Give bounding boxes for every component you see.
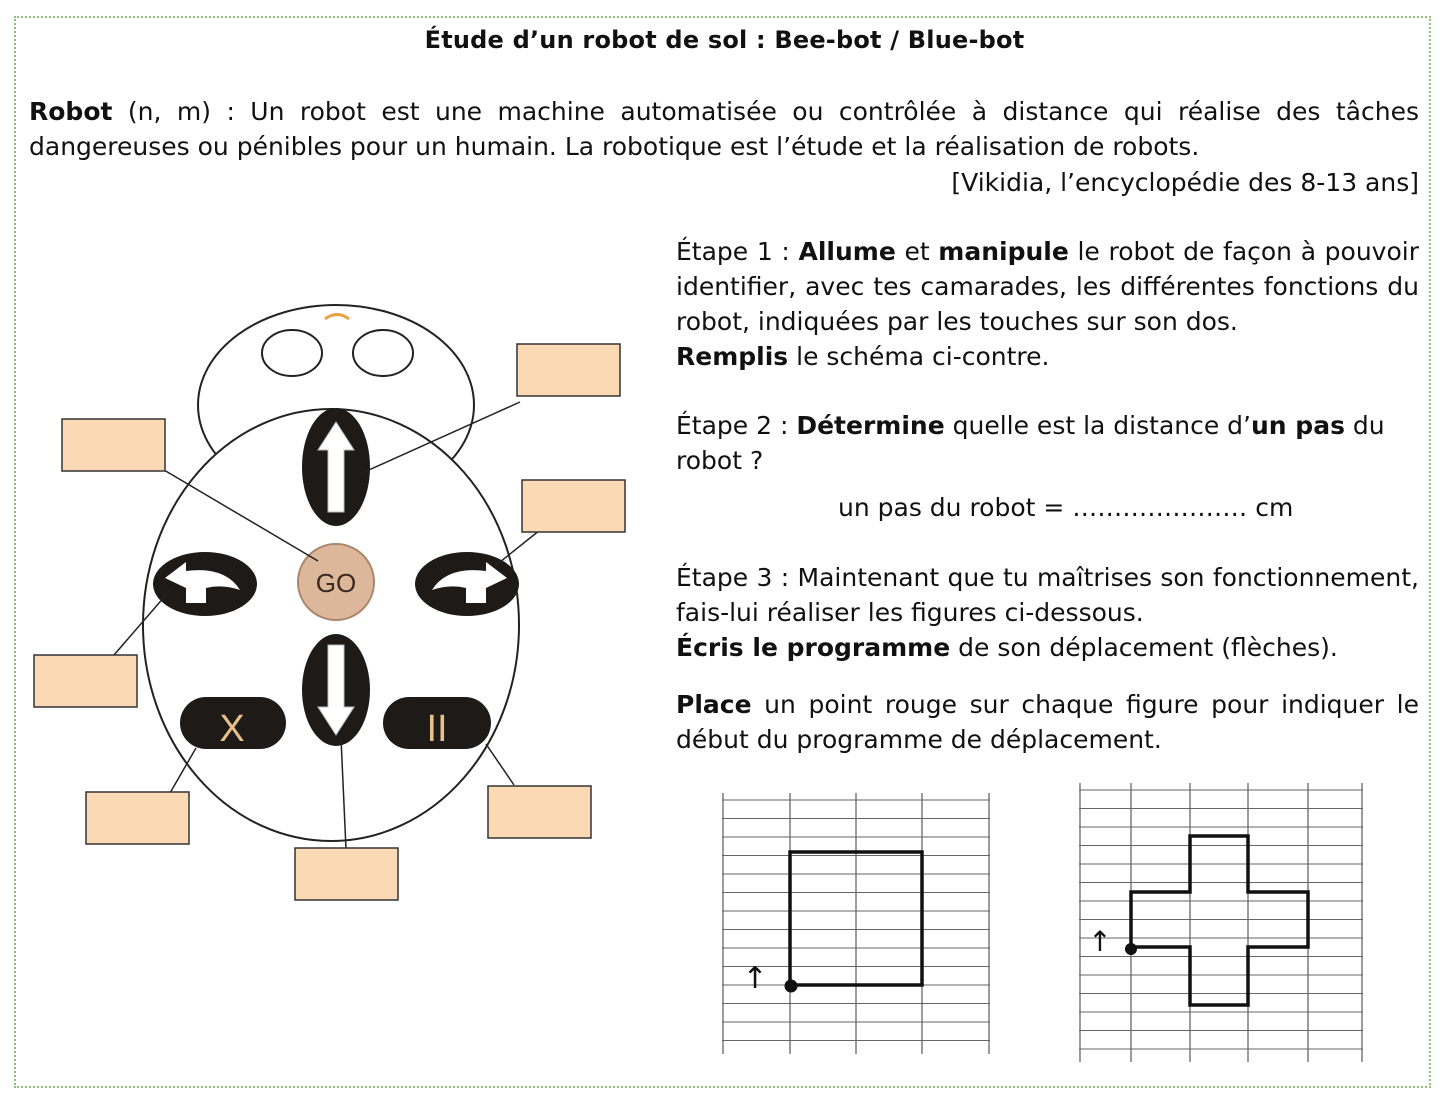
step-1-text-3: le schéma ci-contre. xyxy=(788,342,1050,371)
definition-source: [Vikidia, l’encyclopédie des 8-13 ans] xyxy=(951,168,1419,197)
backward-button xyxy=(302,634,370,746)
clear-label: X xyxy=(219,708,245,750)
step-3-bold-ecris: Écris le programme xyxy=(676,633,951,662)
step-2-prefix: Étape 2 : xyxy=(676,411,797,440)
label-box-pause[interactable] xyxy=(488,786,591,838)
figure-2-path xyxy=(1131,836,1308,1005)
go-label: GO xyxy=(315,568,357,598)
figure-1-arrow-icon: ↑ xyxy=(742,961,768,996)
turn-right-button xyxy=(415,552,519,616)
label-box-forward[interactable] xyxy=(517,344,620,396)
definition-gender: (n, m) xyxy=(112,97,211,126)
turn-left-button xyxy=(153,552,257,616)
label-box-turn-right[interactable] xyxy=(522,480,625,532)
step-1-text-1: et xyxy=(895,237,939,266)
step-3-text-1: Maintenant que tu maîtrises son fonctionnement, fais-lui réaliser les figures ci-dessous. xyxy=(676,563,1419,627)
forward-button xyxy=(302,408,370,526)
step-2-text-2: du robot ? xyxy=(676,411,1385,475)
page-title: Étude d’un robot de sol : Bee-bot / Blue-bot xyxy=(424,26,1025,54)
step-4-bold-place: Place xyxy=(676,690,752,719)
figure-2 xyxy=(1079,783,1363,1062)
figure-2-arrow-icon: ↑ xyxy=(1088,925,1112,958)
label-box-backward[interactable] xyxy=(295,848,398,900)
step-1-text-2: le robot de façon à pouvoir identifier, avec tes camarades, les différentes fonctions du robot, indiquées par les touches sur son dos. xyxy=(676,237,1419,336)
robot-right-eye xyxy=(353,330,413,376)
step-1-bold-manipule: manipule xyxy=(938,237,1069,266)
step-1-prefix: Étape 1 : xyxy=(676,237,799,266)
figure-1 xyxy=(722,793,990,1054)
figure-1-grid xyxy=(722,793,990,1054)
definition-text: : Un robot est une machine automatisée ou contrôlée à distance qui réalise des tâches dangereuses ou pénibles pour un humain. La robotique est l’étude et la réalisation de robots. xyxy=(29,97,1419,161)
step-1-bold-remplis: Remplis xyxy=(676,342,789,371)
step-3-prefix: Étape 3 : xyxy=(676,563,798,592)
clear-button xyxy=(180,697,286,750)
step-3-text-2: de son déplacement (flèches). xyxy=(950,633,1338,662)
definition-term: Robot xyxy=(29,97,113,126)
step-distance-formula: un pas du robot = ………………… cm xyxy=(838,493,1294,522)
pause-label: II xyxy=(426,708,448,750)
step-2-bold-determine: Détermine xyxy=(796,411,945,440)
figure-1-start-dot xyxy=(785,980,798,993)
step-4-text-1: un point rouge sur chaque figure pour indiquer le début du programme de déplacement. xyxy=(676,690,1419,754)
label-box-turn-left[interactable] xyxy=(34,655,137,707)
pause-button xyxy=(383,697,491,750)
label-box-go[interactable] xyxy=(62,419,165,471)
step-2-text-1: quelle est la distance d’ xyxy=(944,411,1251,440)
figure-2-grid xyxy=(1079,783,1363,1062)
step-2-bold-un-pas: un pas xyxy=(1251,411,1345,440)
step-1-bold-allume: Allume xyxy=(798,237,896,266)
robot-left-eye xyxy=(262,330,322,376)
figure-2-start-dot xyxy=(1125,943,1137,955)
label-box-clear[interactable] xyxy=(86,792,189,844)
